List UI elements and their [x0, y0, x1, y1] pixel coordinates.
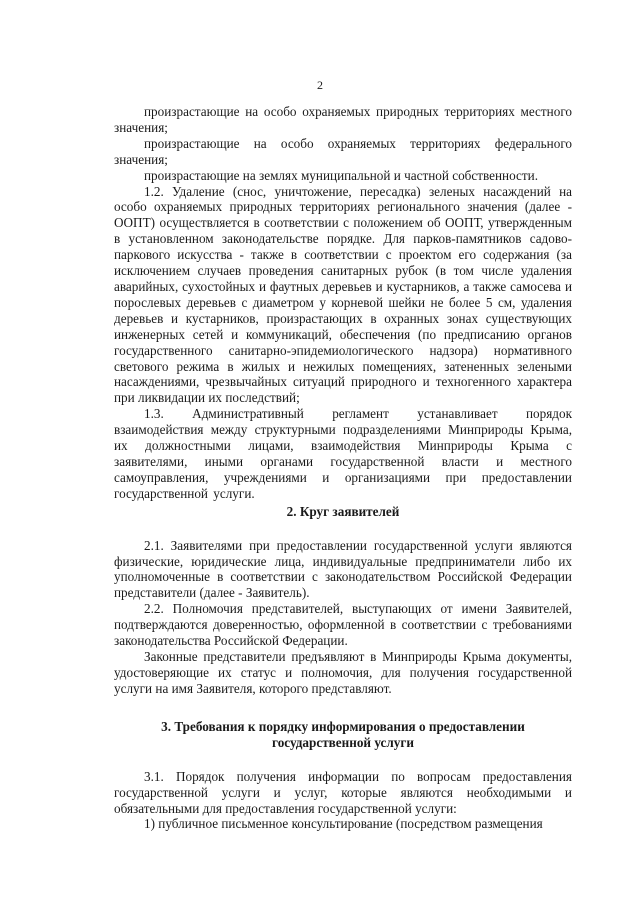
section-3-heading-line-2: государственной услуги [272, 734, 414, 750]
document-body [114, 104, 572, 832]
paragraph-1-2: 1.2. Удаление (снос, уничтожение, пересадка) зеленых насаждений на особо охраняемых природных территориях регионального значения (далее - ООПТ) осуществляется в соответствии с положением об ООПТ, утвержденным в установленном законодательстве порядке. Для парков-памятников садово-паркового искусства - также в соответствии с проектом его содержания (за исключением случаев проведения санитарных рубок (в том числе удаления аварийных, сухостойных и фаутных деревьев и кустарников, а также самосева и порослевых деревьев с диаметром у корневой шейки не более 5 см, удаления деревьев и кустарников, произрастающих в охранных зонах существующих инженерных сетей и коммуникаций, обеспечения (по предписанию органов государственного санитарно-эпидемиологического надзора) нормативного светового режима в жилых и нежилых помещениях, затененных зелеными насаждениями, чрезвычайных ситуаций природного и техногенного характера при ликвидации их последствий; [114, 183, 572, 406]
page-number: 2 [317, 78, 323, 92]
paragraph-municipal-lands: произрастающие на землях муниципальной и частной собственности. [144, 167, 538, 183]
section-3-heading-line-1: 3. Требования к порядку информирования о предоставлении [161, 718, 525, 734]
paragraph-2-1: 2.1. Заявителями при предоставлении государственной услуги являются физические, юридические лица, индивидуальные предприниматели либо их уполномоченные в соответствии с законодательством Российской Федерации представители (далее - Заявитель). [114, 537, 572, 601]
section-2-heading: 2. Круг заявителей [286, 503, 400, 519]
paragraph-3-1-item-1: 1) публичное письменное консультирование (посредством размещения [144, 816, 543, 832]
paragraph-local-significance: произрастающие на особо охраняемых природных территориях местного значения; [114, 104, 572, 135]
paragraph-3-1: 3.1. Порядок получения информации по вопросам предоставления государственной услуги и услуг, которые являются необходимыми и обязательными для предоставления государственной услуги: [114, 768, 572, 816]
paragraph-2-2: 2.2. Полномочия представителей, выступающих от имени Заявителей, подтверждаются доверенностью, оформленной в соответствии с требованиями законодательства Российской Федерации. [114, 601, 572, 649]
paragraph-federal-significance: произрастающие на особо охраняемых территориях федерального значения; [114, 135, 572, 167]
paragraph-1-3: 1.3. Административный регламент устанавливает порядок взаимодействия между структурными подразделениями Минприроды Крыма, их должностными лицами, взаимодействия Минприроды Крыма с заявителями, иными органами государственной власти и местного самоуправления, учреждениями и организациями при предоставлении государственной услуги. [114, 406, 572, 501]
paragraph-legal-representatives: Законные представители предъявляют в Минприроды Крыма документы, удостоверяющие их статус и полномочия, для получения государственной услуги на имя Заявителя, которого представляют. [114, 649, 572, 696]
